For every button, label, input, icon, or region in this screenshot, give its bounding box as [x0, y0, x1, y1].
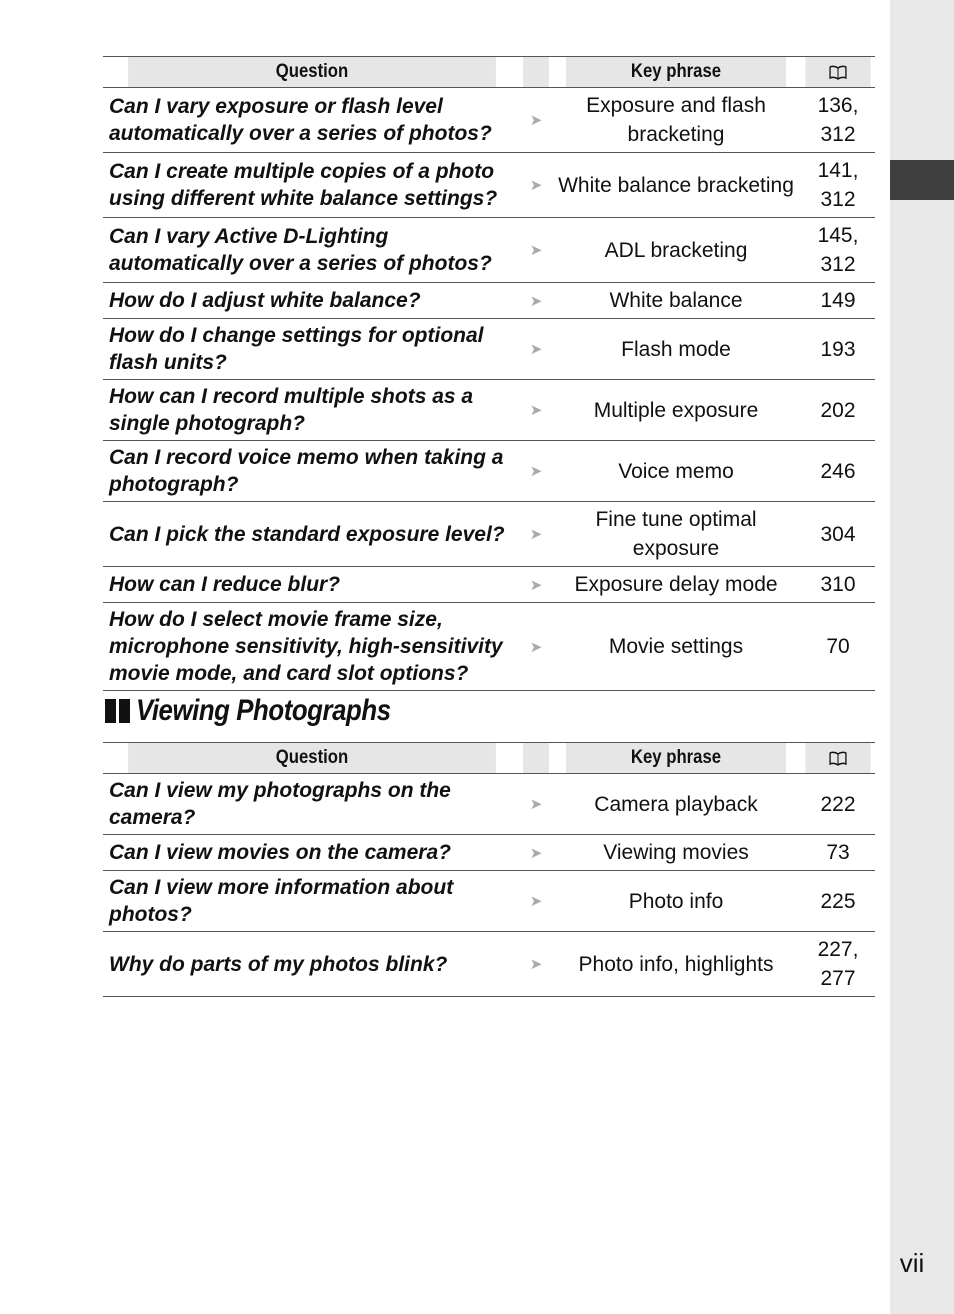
page-number: vii — [899, 1248, 925, 1278]
table-row — [103, 603, 875, 691]
arrowhead-icon: ➤ — [521, 153, 551, 218]
table-row — [103, 502, 875, 567]
page-column-header — [805, 743, 870, 774]
arrowhead-icon: ➤ — [521, 218, 551, 283]
question-cell: Can I view my photographs on the camera? — [103, 774, 521, 835]
page-reference-cell: 136, 312 — [801, 88, 875, 153]
question-cell: How do I select movie frame size, microphone sensitivity, high-sensitivity movie mode, and card slot options? — [103, 603, 521, 691]
key-phrase-cell: Fine tune optimal exposure — [551, 502, 801, 567]
question-cell: How can I reduce blur? — [103, 567, 521, 603]
table-row — [103, 88, 875, 153]
question-column-header: Question — [128, 743, 496, 774]
viewing-question-table — [103, 742, 875, 997]
arrowhead-icon: ➤ — [521, 567, 551, 603]
table-row — [103, 567, 875, 603]
question-column-header: Question — [128, 57, 496, 88]
arrow-column-header — [523, 57, 549, 88]
table-row — [103, 319, 875, 380]
page-reference-cell: 227, 277 — [801, 932, 875, 997]
key-phrase-cell: Exposure delay mode — [551, 567, 801, 603]
key-phrase-cell: Voice memo — [551, 441, 801, 502]
table-row — [103, 835, 875, 871]
arrowhead-icon: ➤ — [521, 502, 551, 567]
table-row — [103, 441, 875, 502]
table-header-row — [103, 743, 875, 774]
key-phrase-cell: Viewing movies — [551, 835, 801, 871]
arrowhead-icon: ➤ — [521, 932, 551, 997]
key-phrase-cell: Photo info — [551, 871, 801, 932]
settings-question-table — [103, 56, 875, 691]
table-row — [103, 218, 875, 283]
page-column-header — [805, 57, 870, 88]
page-reference-cell: 193 — [801, 319, 875, 380]
question-cell: How can I record multiple shots as a single photograph? — [103, 380, 521, 441]
arrowhead-icon: ➤ — [521, 603, 551, 691]
key-phrase-column-header: Key phrase — [566, 743, 786, 774]
key-phrase-cell: Exposure and flash bracketing — [551, 88, 801, 153]
question-cell: Why do parts of my photos blink? — [103, 932, 521, 997]
section-heading — [105, 693, 432, 729]
arrowhead-icon: ➤ — [521, 380, 551, 441]
table-row — [103, 380, 875, 441]
question-cell: Can I vary Active D-Lighting automatically over a series of photos? — [103, 218, 521, 283]
page-reference-cell: 246 — [801, 441, 875, 502]
key-phrase-column-header: Key phrase — [566, 57, 786, 88]
table-row — [103, 153, 875, 218]
chapter-tab — [890, 160, 954, 200]
table-row — [103, 871, 875, 932]
section-marker-icon — [105, 699, 130, 723]
page-reference-cell: 202 — [801, 380, 875, 441]
section-title: Viewing Photographs — [136, 694, 391, 727]
arrowhead-icon: ➤ — [521, 774, 551, 835]
book-icon — [828, 750, 847, 766]
key-phrase-cell: Photo info, highlights — [551, 932, 801, 997]
question-cell: Can I pick the standard exposure level? — [103, 502, 521, 567]
page-reference-cell: 141, 312 — [801, 153, 875, 218]
arrowhead-icon: ➤ — [521, 835, 551, 871]
page-reference-cell: 70 — [801, 603, 875, 691]
key-phrase-cell: White balance — [551, 283, 801, 319]
book-icon — [828, 64, 847, 80]
key-phrase-cell: Flash mode — [551, 319, 801, 380]
arrowhead-icon: ➤ — [521, 441, 551, 502]
page-reference-cell: 149 — [801, 283, 875, 319]
question-cell: How do I change settings for optional flash units? — [103, 319, 521, 380]
question-cell: Can I view movies on the camera? — [103, 835, 521, 871]
question-cell: How do I adjust white balance? — [103, 283, 521, 319]
key-phrase-cell: ADL bracketing — [551, 218, 801, 283]
arrowhead-icon: ➤ — [521, 319, 551, 380]
arrowhead-icon: ➤ — [521, 871, 551, 932]
table-header-row — [103, 57, 875, 88]
table-row — [103, 932, 875, 997]
question-cell: Can I view more information about photos? — [103, 871, 521, 932]
page-reference-cell: 304 — [801, 502, 875, 567]
page-reference-cell: 310 — [801, 567, 875, 603]
key-phrase-cell: Multiple exposure — [551, 380, 801, 441]
page-reference-cell: 73 — [801, 835, 875, 871]
question-cell: Can I create multiple copies of a photo using different white balance settings? — [103, 153, 521, 218]
table-row — [103, 774, 875, 835]
table-row — [103, 283, 875, 319]
question-cell: Can I record voice memo when taking a photograph? — [103, 441, 521, 502]
key-phrase-cell: Camera playback — [551, 774, 801, 835]
key-phrase-cell: White balance bracketing — [551, 153, 801, 218]
page-reference-cell: 225 — [801, 871, 875, 932]
page-reference-cell: 145, 312 — [801, 218, 875, 283]
page-reference-cell: 222 — [801, 774, 875, 835]
arrowhead-icon: ➤ — [521, 88, 551, 153]
arrowhead-icon: ➤ — [521, 283, 551, 319]
question-cell: Can I vary exposure or flash level automatically over a series of photos? — [103, 88, 521, 153]
arrow-column-header — [523, 743, 549, 774]
key-phrase-cell: Movie settings — [551, 603, 801, 691]
